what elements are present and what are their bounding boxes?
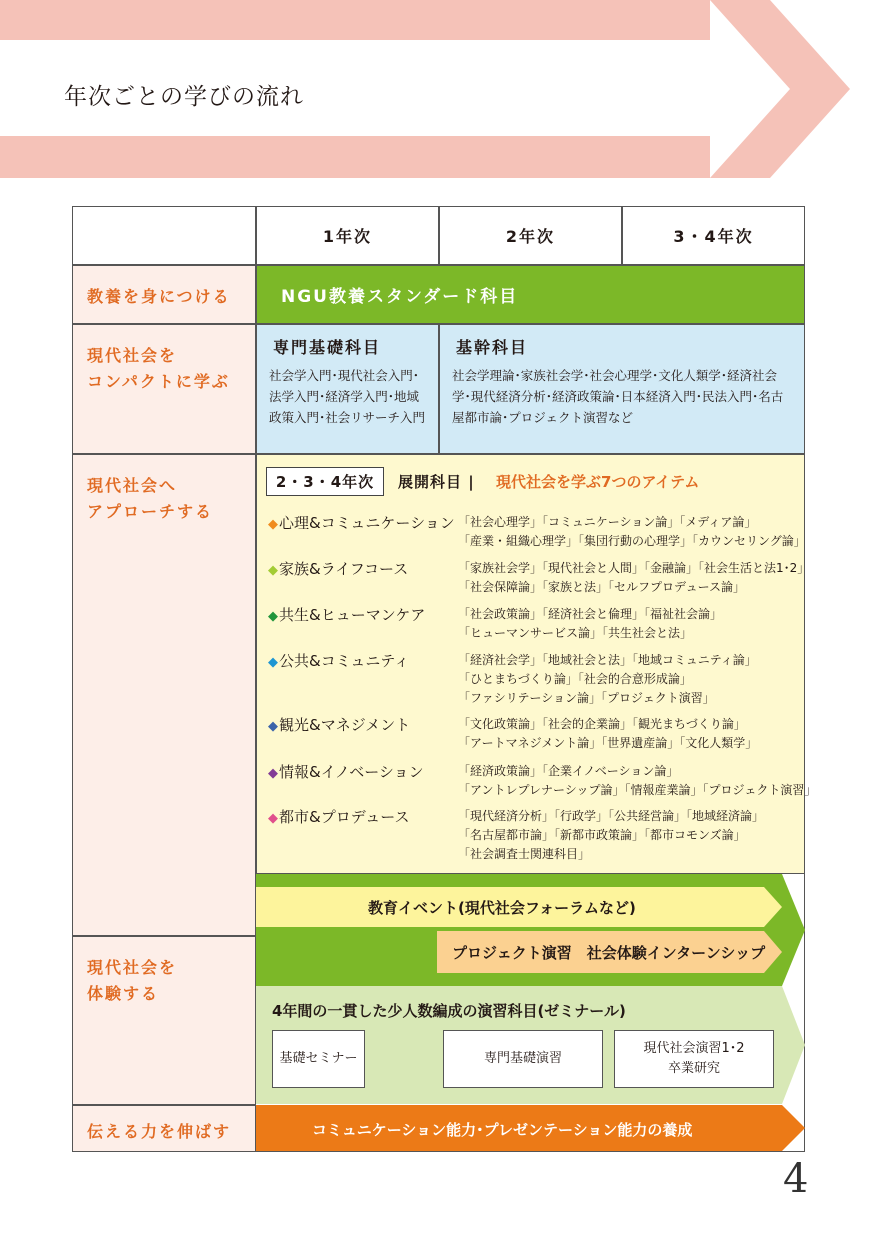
diamond-bullet-icon: ◆: [268, 766, 278, 781]
page-number: 4: [783, 1156, 809, 1202]
course-line: 「社会心理学」「コミュニケーション論」「メディア論」: [458, 515, 757, 529]
year-header-3-4: 3・4年次: [622, 206, 805, 265]
row-label-line2: コンパクトに学ぶ: [87, 372, 230, 391]
seminar-box-specialized: 専門基礎演習: [443, 1030, 603, 1088]
seminar-box-basic: 基礎セミナー: [272, 1030, 365, 1088]
diamond-bullet-icon: ◆: [268, 563, 278, 578]
diamond-bullet-icon: ◆: [268, 811, 278, 826]
year-header-1: 1年次: [256, 206, 439, 265]
item-name-text: 観光&マネジメント: [279, 716, 411, 734]
seminar-title: 4年間の一貫した少人数編成の演習科目(ゼミナール): [272, 1002, 626, 1020]
year-header-2: 2年次: [439, 206, 622, 265]
liberal-standard-bar: NGU教養スタンダード科目: [256, 265, 805, 324]
row-label-line2: 体験する: [87, 984, 160, 1003]
row-label-text: 教養を身につける: [87, 287, 231, 306]
course-line: 「経済政策論」「企業イノベーション論」: [458, 764, 679, 778]
seminar-line: 現代社会演習1･2: [643, 1041, 745, 1056]
row-label-text: 伝える力を伸ばす: [87, 1122, 232, 1141]
course-line: 「経済社会学」「地域社会と法」「地域コミュニティ論」: [458, 653, 757, 667]
course-line: 「ヒューマンサービス論」「共生社会と法」: [458, 626, 693, 640]
course-line: 「アントレプレナーシップ論」「情報産業論」「プロジェクト演習」: [458, 783, 817, 797]
diamond-bullet-icon: ◆: [268, 719, 278, 734]
item-name-text: 共生&ヒューマンケア: [279, 606, 426, 624]
page-title: 年次ごとの学びの流れ: [64, 84, 304, 110]
core-subjects-title: 基幹科目: [456, 338, 529, 357]
course-line: 「社会保障論」「家族と法」「セルフプロデュース論」: [458, 580, 746, 594]
project-arrow-label: プロジェクト演習 社会体験インターンシップ: [452, 944, 766, 962]
diamond-bullet-icon: ◆: [268, 655, 278, 670]
core-subjects-list: 社会学理論･家族社会学･社会心理学･文化人類学･経済社会学･現代経済分析･経済政策論･日本経済入門･民法入門･名古屋都市論･プロジェクト演習など: [452, 368, 784, 425]
course-line: 「社会政策論」「経済社会と倫理」「福祉社会論」: [458, 607, 723, 621]
seminar-box-advanced: [614, 1030, 774, 1088]
course-line: 「社会調査士関連科目」: [458, 847, 591, 861]
course-line: 「家族社会学」「現代社会と人間」「金融論」「社会生活と法1･2」: [458, 561, 810, 575]
item-name-text: 心理&コミュニケーション: [279, 514, 455, 532]
event-arrow-label: 教育イベント(現代社会フォーラムなど): [368, 899, 636, 917]
item-name-text: 情報&イノベーション: [279, 763, 424, 781]
course-line: 「現代経済分析」「行政学」「公共経営論」「地域経済論」: [458, 809, 765, 823]
year-range-box: 2・3・4年次: [266, 467, 384, 496]
communicate-arrow-label: コミュニケーション能力･プレゼンテーション能力の養成: [312, 1121, 693, 1139]
development-subjects-label: 展開科目 |: [398, 473, 475, 491]
item-name-text: 公共&コミュニティ: [279, 652, 410, 670]
row-label-line1: 現代社会へ: [87, 476, 178, 495]
basic-subjects-title: 専門基礎科目: [273, 338, 382, 357]
seminar-line: 卒業研究: [667, 1061, 720, 1076]
course-line: 「ひとまちづくり論」「社会的合意形成論」: [458, 672, 692, 686]
diamond-bullet-icon: ◆: [268, 517, 278, 532]
seven-items-heading: 現代社会を学ぶ7つのアイテム: [496, 473, 700, 491]
course-line: 「産業・組織心理学」「集団行動の心理学」「カウンセリング論」: [458, 534, 806, 548]
row-label-line1: 現代社会を: [87, 958, 178, 977]
course-line: 「ファシリテーション論」「プロジェクト演習」: [458, 691, 715, 705]
course-line: 「名古屋都市論」「新都市政策論」「都市コモンズ論」: [458, 828, 746, 842]
item-name-text: 家族&ライフコース: [279, 560, 409, 578]
row-label-line2: アプローチする: [87, 502, 214, 521]
diamond-bullet-icon: ◆: [268, 609, 278, 624]
course-line: 「アートマネジメント論」「世界遺産論」「文化人類学」: [458, 736, 758, 750]
basic-subjects-list: 社会学入門･現代社会入門･法学入門･経済学入門･地域政策入門･社会リサーチ入門: [269, 368, 426, 425]
course-line: 「文化政策論」「社会的企業論」「観光まちづくり論」: [458, 717, 746, 731]
row-label-line1: 現代社会を: [87, 346, 178, 365]
item-name-text: 都市&プロデュース: [279, 808, 410, 826]
